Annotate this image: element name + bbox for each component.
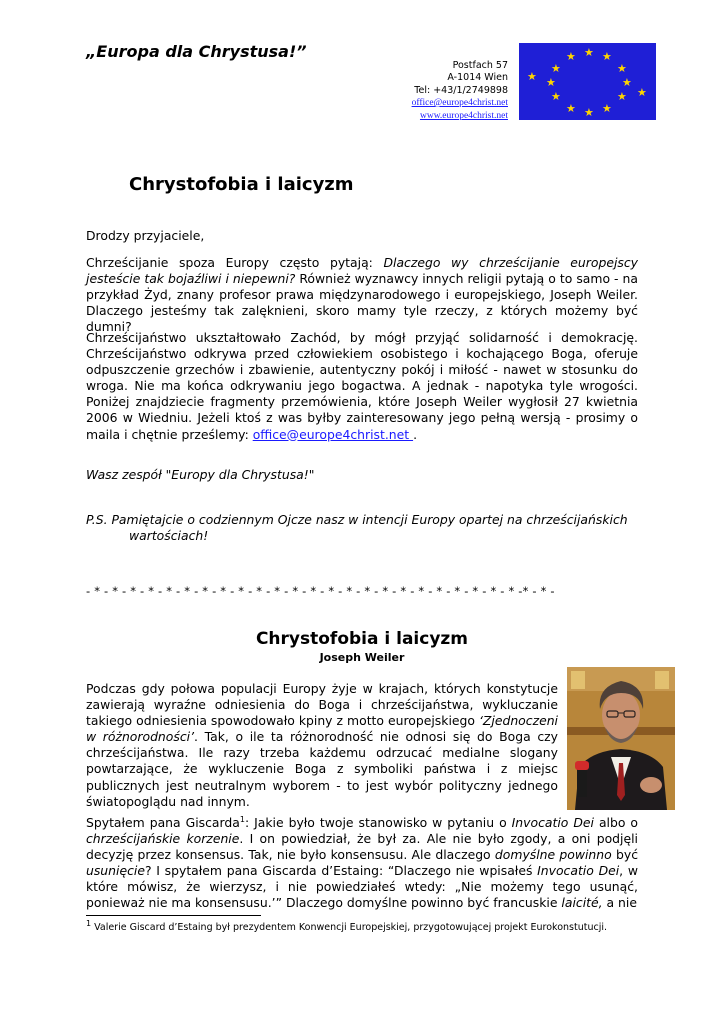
contact-address	[380, 60, 508, 122]
section-divider: - * - * - * - * - * - * - * - * - * - * - * - * - * - * - * - * - * - * - * - * - * - * - * - * -* - * -	[86, 584, 555, 598]
star-icon: ★	[584, 46, 594, 59]
letter-title: Chrystofobia i laicyzm	[129, 174, 354, 195]
signature: Wasz zespół "Europy dla Chrystusa!"	[86, 467, 315, 482]
article-paragraph-1: Podczas gdy połowa populacji Europy żyje w krajach, których konstytucje zawierają wyraźne odniesienia do Boga i chrześcijaństwa, wykluczanie takiego odniesienia spowodowało kpiny z motto europejskiego ‘Zjednoczeni w różnorodności’. Tak, o ile ta różnorodność nie odnosi się do Boga czy chrześcijaństwa. Ile razy trzeba każdemu odrzucać medialne slogany powtarzające, że wykluczenie Boga z symboliki państwa i z miejsc publicznych jest neutralnym wyborem - to jest wybór polityczny jednego światopoglądu nad innym.	[86, 681, 558, 809]
star-icon: ★	[551, 90, 561, 103]
website-link[interactable]: www.europe4christ.net	[419, 110, 508, 121]
footnote-separator	[86, 915, 261, 916]
letter-paragraph-2: Chrześcijaństwo ukształtowało Zachód, by mógł przyjąć solidarność i demokrację. Chrześcijaństwo odkrywa przed człowiekiem osobistego i kochającego Boga, oferuje odpuszczenie grzechów i zbawienie, autentyczny pokój i miłość - nawet w stosunku do wroga. Nie ma końca odkrywaniu jego bogactwa. A jednak - napotyka tyle wrogości. Poniżej znajdziecie fragmenty przemówienia, które Joseph Weiler wygłosił 27 kwietnia 2006 w Wiedniu. Jeżeli ktoś z was byłby zainteresowany jego pełną wersją - prosimy o maila i chętnie prześlemy: office@europe4christ.net .	[86, 330, 638, 442]
article-paragraph-2: Spytałem pana Giscarda$^1$: Jakie było twoje stanowisko w pytaniu o Invocatio Dei albo o chrześcijańskie korzenie. I on powiedział, że był za. Ale nie było zgody, a oni podjęli decyzję przez konsensus. Tak, nie było konsensusu. Ale dlaczego domyślne powinno być usunięcie? I spytałem pana Giscarda d’Estaing: “Dlaczego nie wpisałeś Invocatio Dei, w które mówisz, że wierzysz, i nie powiedziałeś wtedy: „Nie możemy tego usunąć, ponieważ nie ma konsensusu.’” Dlaczego domyślne powinno być francuskie laicité, a nie	[86, 814, 639, 911]
star-icon: ★	[637, 86, 647, 99]
star-icon: ★	[566, 102, 576, 115]
motto: „Europa dla Chrystusa!”	[86, 42, 307, 61]
email-link[interactable]: office@europe4christ.net	[252, 426, 414, 442]
star-icon: ★	[622, 76, 632, 89]
footnote-ref[interactable]: 1	[239, 814, 245, 824]
star-icon: ★	[602, 50, 612, 63]
greeting: Drodzy przyjaciele,	[86, 228, 205, 243]
letter-paragraph-1: Chrześcijanie spoza Europy często pytają: Dlaczego wy chrześcijanie europejscy jesteście tak bojaźliwi i niepewni? Również wyznawcy innych religii pytają o to samo - na przykład Żyd, znany profesor prawa międzynarodowego i europejskiego, Joseph Weiler. Dlaczego jesteśmy tak zalęknieni, skoro mamy tyle rzeczy, z których możemy być dumni?	[86, 255, 638, 335]
address-line: A-1014 Wien	[447, 72, 508, 84]
star-icon: ★	[584, 106, 594, 119]
star-icon: ★	[617, 62, 627, 75]
address-line: Postfach 57	[452, 60, 508, 71]
footnote: $^1$ Valerie Giscard d’Estaing był prezydentem Konwencji Europejskiej, przygotowującej projekt Eurokonstutucji.	[86, 918, 607, 933]
portrait-photo	[567, 667, 675, 810]
star-icon: ★	[527, 70, 537, 83]
footnote-mark: 1	[86, 918, 92, 928]
postscript: P.S. Pamiętajcie o codziennym Ojcze nasz w intencji Europy opartej na chrześcijańskich wartościach!	[86, 512, 628, 544]
star-icon: ★	[617, 90, 627, 103]
article-title: Chrystofobia i laicyzm	[255, 629, 469, 649]
star-icon: ★	[566, 50, 576, 63]
star-icon: ★	[546, 76, 556, 89]
address-line: Tel: +43/1/2749898	[414, 84, 508, 96]
star-icon: ★	[551, 62, 561, 75]
star-icon: ★	[602, 102, 612, 115]
email-link[interactable]: office@europe4christ.net	[411, 98, 508, 109]
article-author: Joseph Weiler	[319, 651, 405, 664]
eu-flag-icon	[519, 43, 656, 120]
